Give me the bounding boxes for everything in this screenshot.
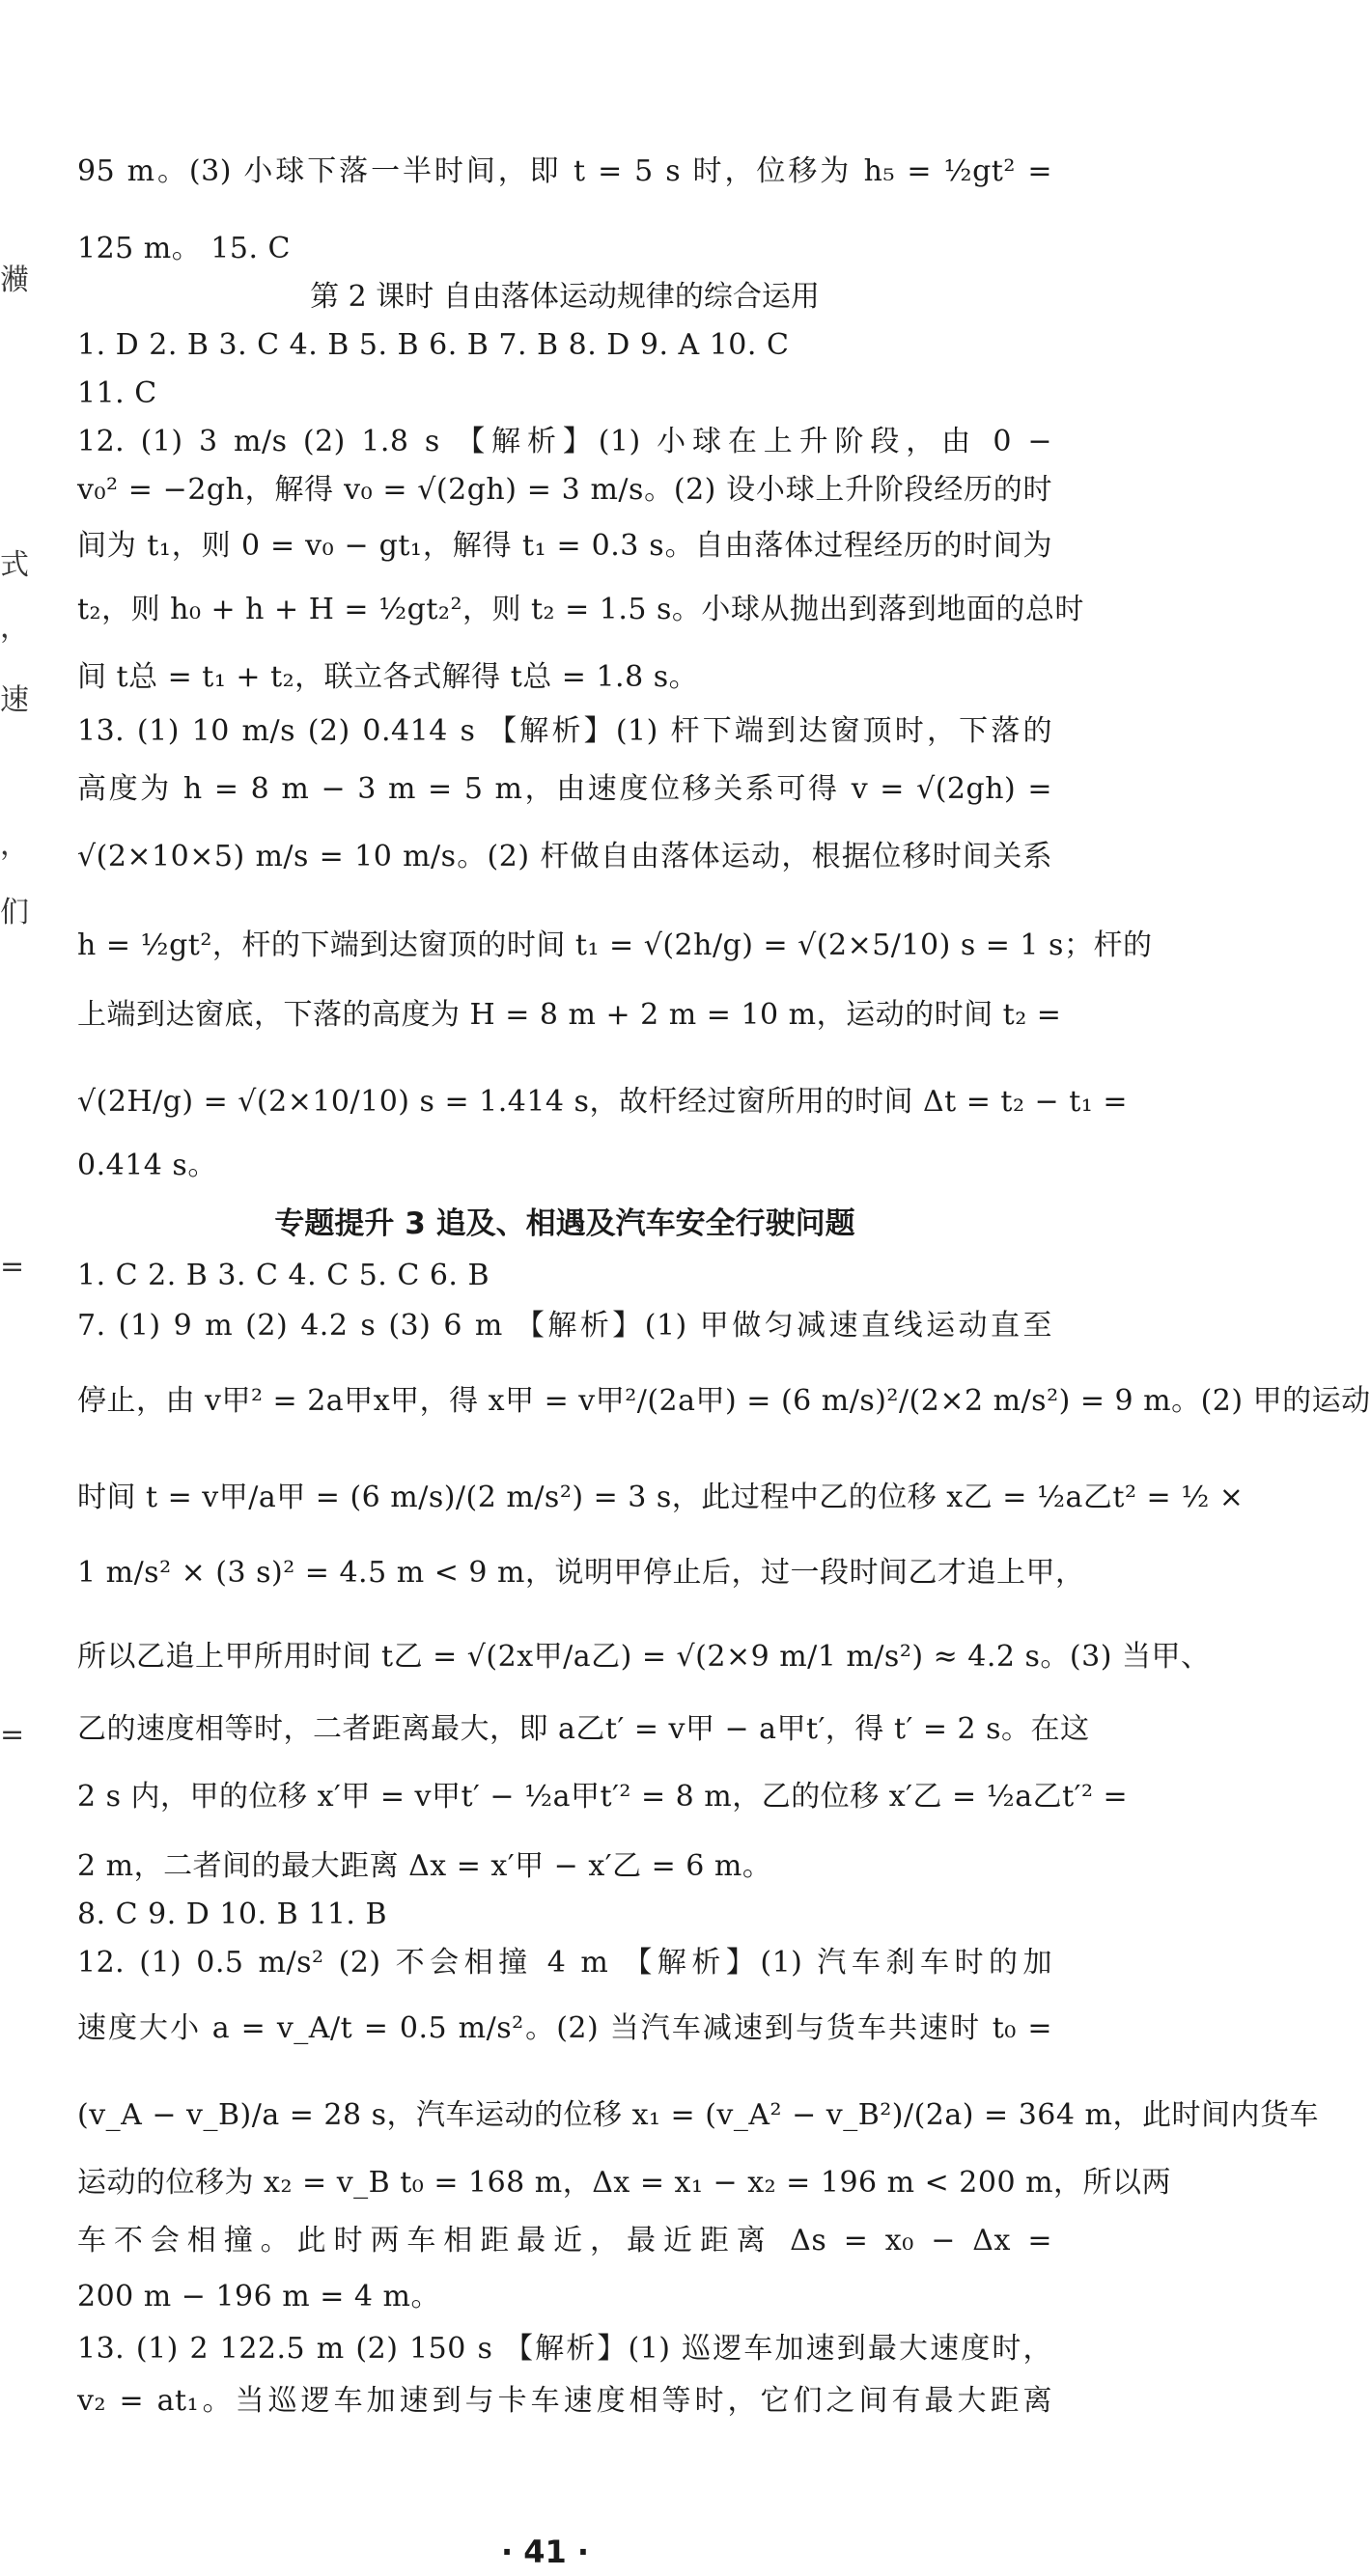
text-line: 95 m。(3) 小球下落一半时间，即 t = 5 s 时，位移为 h₅ = ½gt² = [77, 154, 1052, 188]
text-line: 7. (1) 9 m (2) 4.2 s (3) 6 m 【解析】(1) 甲做匀减速直线运动直至 [77, 1309, 1052, 1343]
lesson-heading: 第 2 课时 自由落体运动规律的综合运用 [310, 280, 820, 314]
edge-fragment: 式 [0, 548, 29, 582]
text-line: 13. (1) 2 122.5 m (2) 150 s 【解析】(1) 巡逻车加速到最大速度时， [77, 2332, 1052, 2366]
text-line: 速度大小 a = v_A/t = 0.5 m/s²。(2) 当汽车减速到与货车共速时 t₀ = [77, 2011, 1052, 2045]
text-line: 200 m − 196 m = 4 m。 [77, 2280, 440, 2313]
edge-fragment: ， [0, 611, 29, 645]
answer-line: 1. C 2. B 3. C 4. C 5. C 6. B [77, 1259, 490, 1292]
answer-line: 8. C 9. D 10. B 11. B [77, 1897, 388, 1931]
text-line: 2 s 内，甲的位移 x′甲 = v甲t′ − ½a甲t′² = 8 m，乙的位移 x′乙 = ½a乙t′² = [77, 1780, 1129, 1814]
text-line: v₀² = −2gh，解得 v₀ = √(2gh) = 3 m/s。(2) 设小球上升阶段经历的时 [77, 473, 1052, 507]
edge-fragment: = [0, 1250, 25, 1284]
text-line: h = ½gt²，杆的下端到达窗顶的时间 t₁ = √(2h/g) = √(2×5/10) s = 1 s；杆的 [77, 928, 1153, 962]
text-line: 所以乙追上甲所用时间 t乙 = √(2x甲/a乙) = √(2×9 m/1 m/s²) ≈ 4.2 s。(3) 当甲、 [77, 1640, 1211, 1674]
text-line: v₂ = at₁。当巡逻车加速到与卡车速度相等时，它们之间有最大距离 [77, 2384, 1052, 2418]
text-line: 运动的位移为 x₂ = v_B t₀ = 168 m，Δx = x₁ − x₂ = 196 m < 200 m，所以两 [77, 2166, 1172, 2200]
text-line: 乙的速度相等时，二者距离最大，即 a乙t′ = v甲 − a甲t′，得 t′ = 2 s。在这 [77, 1712, 1090, 1746]
text-line: 1 m/s² × (3 s)² = 4.5 m < 9 m，说明甲停止后，过一段时间乙才追上甲， [77, 1556, 1085, 1590]
edge-fragment: 速 [0, 683, 29, 717]
text-line: 高度为 h = 8 m − 3 m = 5 m，由速度位移关系可得 v = √(2gh) = [77, 772, 1052, 806]
text-line: 125 m。 15. C [77, 232, 291, 265]
answer-line: 11. C [77, 376, 157, 410]
answer-line: 1. D 2. B 3. C 4. B 5. B 6. B 7. B 8. D 9. A 10. C [77, 328, 790, 362]
text-line: 间为 t₁，则 0 = v₀ − gt₁，解得 t₁ = 0.3 s。自由落体过程经历的时间为 [77, 529, 1052, 563]
text-line: 车不会相撞。此时两车相距最近，最近距离 Δs = x₀ − Δx = [77, 2224, 1052, 2257]
edge-fragment: 们 [0, 896, 29, 929]
text-line: 0.414 s。 [77, 1149, 217, 1182]
text-line: 2 m，二者间的最大距离 Δx = x′甲 − x′乙 = 6 m。 [77, 1849, 772, 1883]
text-line: t₂，则 h₀ + h + H = ½gt₂²，则 t₂ = 1.5 s。小球从抛出到落到地面的总时 [77, 593, 1084, 626]
text-line: 停止，由 v甲² = 2a甲x甲，得 x甲 = v甲²/(2a甲) = (6 m/s)²/(2×2 m/s²) = 9 m。(2) 甲的运动 [77, 1384, 1371, 1418]
left-margin-fragments [0, 0, 29, 2576]
edge-fragment: 㶇 [0, 263, 29, 297]
text-line: 13. (1) 10 m/s (2) 0.414 s 【解析】(1) 杆下端到达窗顶时，下落的 [77, 714, 1052, 748]
text-line: 间 t总 = t₁ + t₂，联立各式解得 t总 = 1.8 s。 [77, 660, 699, 694]
text-line: (v_A − v_B)/a = 28 s，汽车运动的位移 x₁ = (v_A² − v_B²)/(2a) = 364 m，此时间内货车 [77, 2098, 1319, 2132]
text-line: 12. (1) 0.5 m/s² (2) 不会相撞 4 m 【解析】(1) 汽车刹车时的加 [77, 1946, 1052, 1980]
text-line: 时间 t = v甲/a甲 = (6 m/s)/(2 m/s²) = 3 s，此过程中乙的位移 x乙 = ½a乙t² = ½ × [77, 1481, 1245, 1514]
text-line: 12. (1) 3 m/s (2) 1.8 s 【解析】(1) 小球在上升阶段，由 0 − [77, 425, 1052, 458]
text-line: √(2×10×5) m/s = 10 m/s。(2) 杆做自由落体运动，根据位移时间关系 [77, 840, 1052, 873]
edge-fragment: = [0, 1718, 25, 1752]
text-line: √(2H/g) = √(2×10/10) s = 1.414 s，故杆经过窗所用的时间 Δt = t₂ − t₁ = [77, 1085, 1128, 1119]
topic-heading: 专题提升 3 追及、相遇及汽车安全行驶问题 [274, 1206, 855, 1241]
edge-fragment: ， [0, 828, 29, 862]
text-line: 上端到达窗底，下落的高度为 H = 8 m + 2 m = 10 m，运动的时间 t₂ = [77, 998, 1062, 1032]
page-number: · 41 · [500, 2534, 590, 2570]
